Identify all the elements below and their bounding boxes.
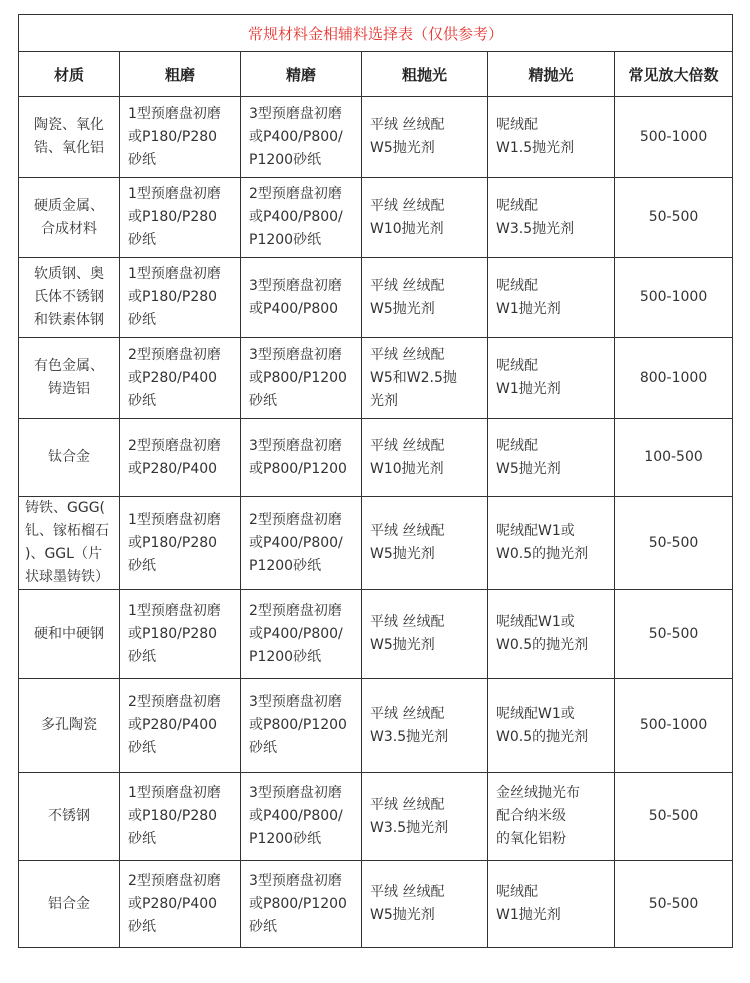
coarse-polish-cell-text: 平绒 丝绒配 W5抛光剂 xyxy=(370,277,445,317)
fine-polish-cell xyxy=(488,178,615,258)
material-cell xyxy=(19,861,120,948)
fine-grind-cell-text: 3型预磨盘初磨 或P400/P800/ P1200砂纸 xyxy=(249,785,343,847)
magnification-cell xyxy=(615,178,733,258)
material-cell-text: 不锈钢 xyxy=(48,808,90,824)
magnification-cell xyxy=(615,419,733,497)
coarse-grind-cell-text: 1型预磨盘初磨 或P180/P280 砂纸 xyxy=(128,602,221,665)
fine-grind-cell-text: 3型预磨盘初磨 或P400/P800/ P1200砂纸 xyxy=(249,105,343,168)
fine-grind-cell-text: 2型预磨盘初磨 或P400/P800/ P1200砂纸 xyxy=(249,511,343,574)
fine-polish-cell-text: 呢绒配 W1抛光剂 xyxy=(496,884,561,923)
table-row xyxy=(19,861,733,948)
coarse-grind-cell-text: 2型预磨盘初磨 或P280/P400 xyxy=(128,437,221,477)
coarse-grind-cell xyxy=(120,419,241,497)
column-header-fine-grind: 精磨 xyxy=(241,52,362,97)
materials-table xyxy=(18,14,733,948)
fine-grind-cell xyxy=(241,590,362,679)
magnification-cell xyxy=(615,258,733,338)
fine-grind-cell-text: 3型预磨盘初磨 或P800/P1200 xyxy=(249,437,347,477)
fine-grind-cell xyxy=(241,178,362,258)
fine-grind-cell xyxy=(241,258,362,338)
magnification-cell-text: 800-1000 xyxy=(639,369,708,386)
table-row xyxy=(19,178,733,258)
coarse-polish-cell-text: 平绒 丝绒配 W10抛光剂 xyxy=(370,437,445,477)
fine-grind-cell xyxy=(241,497,362,590)
fine-grind-cell-text: 3型预磨盘初磨 或P800/P1200 砂纸 xyxy=(249,872,347,935)
column-header-coarse-polish: 粗抛光 xyxy=(362,52,488,97)
magnification-cell xyxy=(615,590,733,679)
coarse-grind-cell-text: 1型预磨盘初磨 或P180/P280 砂纸 xyxy=(128,186,221,248)
material-cell xyxy=(19,178,120,258)
fine-polish-cell xyxy=(488,97,615,178)
material-cell-text: 硬质金属、 合成材料 xyxy=(34,197,104,237)
fine-grind-cell xyxy=(241,97,362,178)
coarse-polish-cell xyxy=(362,178,488,258)
fine-polish-cell-text: 呢绒配 W1抛光剂 xyxy=(496,358,561,397)
coarse-grind-cell-text: 1型预磨盘初磨 或P180/P280 砂纸 xyxy=(128,266,221,328)
fine-polish-cell xyxy=(488,419,615,497)
fine-grind-cell-text: 3型预磨盘初磨 或P400/P800 xyxy=(249,277,342,317)
coarse-grind-cell-text: 1型预磨盘初磨 或P180/P280 砂纸 xyxy=(128,105,221,168)
material-cell xyxy=(19,679,120,773)
coarse-polish-cell xyxy=(362,773,488,861)
coarse-polish-cell xyxy=(362,258,488,338)
coarse-polish-cell xyxy=(362,590,488,679)
fine-grind-cell xyxy=(241,861,362,948)
coarse-polish-cell-text: 平绒 丝绒配 W5抛光剂 xyxy=(370,614,445,653)
coarse-grind-cell xyxy=(120,590,241,679)
table-title: 常规材料金相辅料选择表（仅供参考） xyxy=(19,15,733,52)
material-cell xyxy=(19,258,120,338)
fine-grind-cell-text: 3型预磨盘初磨 或P800/P1200 砂纸 xyxy=(249,346,347,409)
coarse-grind-cell xyxy=(120,178,241,258)
column-header-fine-polish: 精抛光 xyxy=(488,52,615,97)
fine-grind-cell-text: 2型预磨盘初磨 或P400/P800/ P1200砂纸 xyxy=(249,186,343,248)
fine-grind-cell-text: 3型预磨盘初磨 或P800/P1200 砂纸 xyxy=(249,694,347,756)
fine-polish-cell xyxy=(488,861,615,948)
coarse-grind-cell-text: 1型预磨盘初磨 或P180/P280 砂纸 xyxy=(128,511,221,574)
coarse-polish-cell-text: 平绒 丝绒配 W5抛光剂 xyxy=(370,523,445,562)
coarse-grind-cell xyxy=(120,258,241,338)
fine-polish-cell-text: 呢绒配 W5抛光剂 xyxy=(496,437,561,477)
fine-polish-cell-text: 呢绒配 W1.5抛光剂 xyxy=(496,117,575,156)
magnification-cell-text: 50-500 xyxy=(648,895,699,912)
fine-grind-cell xyxy=(241,773,362,861)
material-cell xyxy=(19,497,120,590)
fine-polish-cell xyxy=(488,773,615,861)
material-cell xyxy=(19,338,120,419)
material-cell-text: 软质钢、奥 氏体不锈钢 和铁素体钢 xyxy=(34,266,104,328)
coarse-polish-cell xyxy=(362,419,488,497)
coarse-polish-cell-text: 平绒 丝绒配 W3.5抛光剂 xyxy=(370,705,449,745)
material-cell-text: 铸铁、GGG( 钆、镓柘榴石 )、GGL（片 状球墨铸铁） xyxy=(25,500,109,585)
coarse-polish-cell-text: 平绒 丝绒配 W5抛光剂 xyxy=(370,884,445,923)
magnification-cell-text: 500-1000 xyxy=(639,128,708,145)
table-row xyxy=(19,679,733,773)
coarse-polish-cell-text: 平绒 丝绒配 W10抛光剂 xyxy=(370,197,445,237)
material-cell-text: 钛合金 xyxy=(48,449,90,465)
fine-polish-cell-text: 呢绒配W1或 W0.5的抛光剂 xyxy=(496,614,589,653)
material-cell xyxy=(19,590,120,679)
column-header-coarse-grind: 粗磨 xyxy=(120,52,241,97)
magnification-cell xyxy=(615,679,733,773)
magnification-cell-text: 500-1000 xyxy=(639,717,708,733)
fine-polish-cell xyxy=(488,679,615,773)
material-cell-text: 多孔陶瓷 xyxy=(41,717,97,733)
material-cell xyxy=(19,773,120,861)
material-cell-text: 铝合金 xyxy=(48,895,90,912)
coarse-grind-cell xyxy=(120,861,241,948)
material-cell-text: 陶瓷、氧化 锆、氧化铝 xyxy=(34,117,104,156)
magnification-cell xyxy=(615,497,733,590)
table-row xyxy=(19,419,733,497)
material-cell xyxy=(19,97,120,178)
magnification-cell-text: 50-500 xyxy=(648,808,699,824)
table-row xyxy=(19,338,733,419)
table-row xyxy=(19,497,733,590)
fine-polish-cell-text: 呢绒配W1或 W0.5的抛光剂 xyxy=(496,705,589,745)
column-header-magnification: 常见放大倍数 xyxy=(615,52,733,97)
fine-polish-cell xyxy=(488,338,615,419)
material-cell-text: 有色金属、 铸造铝 xyxy=(34,358,104,397)
fine-polish-cell xyxy=(488,497,615,590)
magnification-cell-text: 50-500 xyxy=(648,534,699,551)
magnification-cell-text: 100-500 xyxy=(644,449,703,465)
coarse-polish-cell xyxy=(362,861,488,948)
coarse-polish-cell xyxy=(362,497,488,590)
coarse-polish-cell-text: 平绒 丝绒配 W3.5抛光剂 xyxy=(370,796,449,836)
coarse-grind-cell-text: 2型预磨盘初磨 或P280/P400 砂纸 xyxy=(128,872,221,935)
material-cell-text: 硬和中硬钢 xyxy=(34,625,104,642)
magnification-cell xyxy=(615,861,733,948)
magnification-cell xyxy=(615,773,733,861)
table-row xyxy=(19,258,733,338)
magnification-cell-text: 50-500 xyxy=(648,625,699,642)
coarse-grind-cell xyxy=(120,679,241,773)
fine-polish-cell-text: 呢绒配 W3.5抛光剂 xyxy=(496,197,575,237)
coarse-grind-cell-text: 2型预磨盘初磨 或P280/P400 砂纸 xyxy=(128,346,221,409)
column-header-material: 材质 xyxy=(19,52,120,97)
material-cell xyxy=(19,419,120,497)
coarse-grind-cell xyxy=(120,338,241,419)
fine-grind-cell-text: 2型预磨盘初磨 或P400/P800/ P1200砂纸 xyxy=(249,602,343,665)
coarse-grind-cell xyxy=(120,773,241,861)
header-row xyxy=(19,52,733,97)
table-row xyxy=(19,773,733,861)
fine-polish-cell-text: 呢绒配 W1抛光剂 xyxy=(496,277,561,317)
coarse-polish-cell xyxy=(362,679,488,773)
coarse-grind-cell xyxy=(120,497,241,590)
coarse-polish-cell xyxy=(362,97,488,178)
fine-grind-cell xyxy=(241,679,362,773)
magnification-cell xyxy=(615,97,733,178)
fine-polish-cell xyxy=(488,590,615,679)
fine-polish-cell xyxy=(488,258,615,338)
coarse-polish-cell-text: 平绒 丝绒配 W5抛光剂 xyxy=(370,117,445,156)
magnification-cell xyxy=(615,338,733,419)
magnification-cell-text: 50-500 xyxy=(648,209,699,225)
magnification-cell-text: 500-1000 xyxy=(639,289,708,305)
fine-grind-cell xyxy=(241,338,362,419)
coarse-grind-cell-text: 1型预磨盘初磨 或P180/P280 砂纸 xyxy=(128,785,221,847)
table-row xyxy=(19,97,733,178)
coarse-polish-cell-text: 平绒 丝绒配 W5和W2.5抛 光剂 xyxy=(370,346,457,409)
coarse-grind-cell xyxy=(120,97,241,178)
fine-polish-cell-text: 呢绒配W1或 W0.5的抛光剂 xyxy=(496,523,589,562)
table-row xyxy=(19,590,733,679)
fine-grind-cell xyxy=(241,419,362,497)
coarse-polish-cell xyxy=(362,338,488,419)
fine-polish-cell-text: 金丝绒抛光布 配合纳米级 的氧化铝粉 xyxy=(496,785,580,847)
coarse-grind-cell-text: 2型预磨盘初磨 或P280/P400 砂纸 xyxy=(128,694,221,756)
